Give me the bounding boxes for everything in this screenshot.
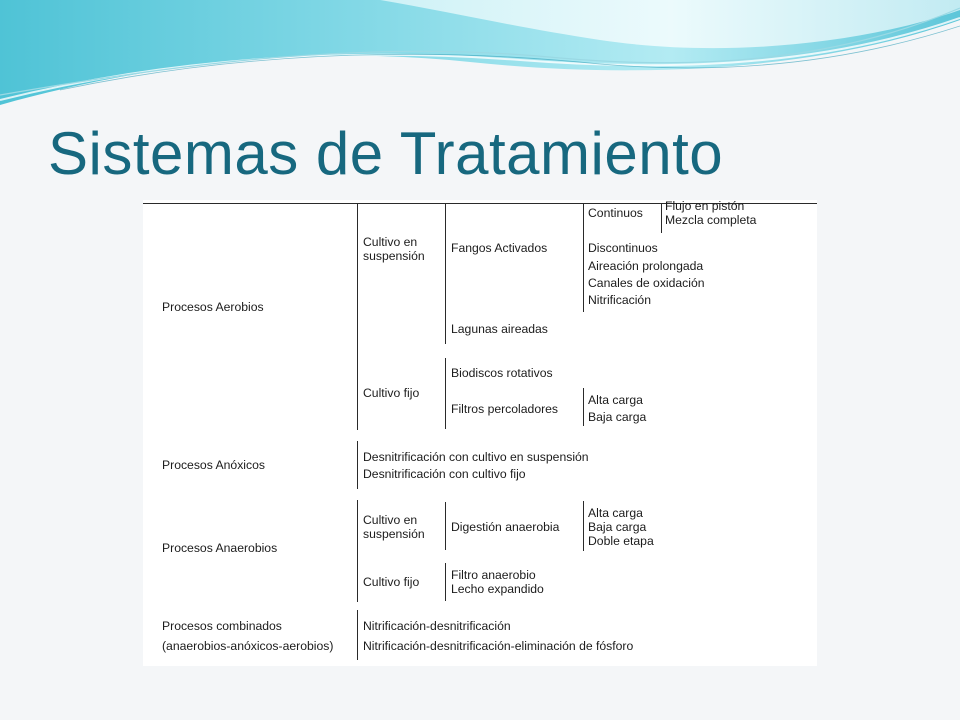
label-lagunas-aireadas: Lagunas aireadas [451,322,548,336]
item-lecho-expandido: Lecho expandido [451,582,544,596]
divider-anoxicos [357,441,358,489]
divider-aerobios [357,204,358,430]
header-wave-decoration [0,0,960,110]
slide-title: Sistemas de Tratamiento [48,120,724,187]
label-cultivo-suspension-anaerobio [363,513,425,541]
item-flujo-piston: Flujo en pistón [665,199,745,213]
label-digestion-anaerobia: Digestión anaerobia [451,520,560,534]
divider-combinados [357,610,358,660]
divider-fangos [583,204,584,312]
item-nitrificacion-desnitrificacion: Nitrificación-desnitrificación [363,619,511,633]
item-filtro-anaerobio: Filtro anaerobio [451,568,536,582]
cultivo-suspension-anaerobio-text: Cultivo en suspensión [363,513,425,541]
divider-digestion [583,501,584,551]
item-baja-carga-digestion: Baja carga [588,520,647,534]
label-combinados-sublabel: (anaerobios-anóxicos-aerobios) [162,639,334,653]
label-procesos-anaerobios: Procesos Anaerobios [162,541,278,555]
item-doble-etapa: Doble etapa [588,534,654,548]
divider-fijo-anaerobio [445,563,446,601]
cultivo-suspension-aerobio-text: Cultivo en suspensión [363,235,425,263]
divider-filtros [583,388,584,426]
treatment-classification-diagram [143,200,817,666]
label-biodiscos-rotativos: Biodiscos rotativos [451,366,553,380]
divider-anaerobios [357,500,358,602]
item-baja-carga-filtros: Baja carga [588,410,647,424]
item-discontinuos: Discontinuos [588,241,658,255]
label-continuos: Continuos [588,206,643,220]
divider-fijo-aerobio [445,358,446,429]
item-alta-carga-filtros: Alta carga [588,393,643,407]
label-cultivo-suspension-aerobio [363,235,425,263]
label-cultivo-fijo-aerobio: Cultivo fijo [363,386,420,400]
label-procesos-aerobios: Procesos Aerobios [162,300,264,314]
item-canales-oxidacion: Canales de oxidación [588,276,705,290]
item-desnitrificacion-fijo: Desnitrificación con cultivo fijo [363,467,526,481]
divider-suspension-aerobio [445,204,446,344]
label-fangos-activados: Fangos Activados [451,241,548,255]
label-cultivo-fijo-anaerobio: Cultivo fijo [363,575,420,589]
item-desnitrificacion-suspension: Desnitrificación con cultivo en suspensión [363,450,589,464]
label-procesos-combinados: Procesos combinados [162,619,282,633]
item-nitrificacion-desnitrificacion-fosforo: Nitrificación-desnitrificación-eliminación de fósforo [363,639,634,653]
item-mezcla-completa: Mezcla completa [665,213,757,227]
label-procesos-anoxicos: Procesos Anóxicos [162,458,265,472]
item-aireacion-prolongada: Aireación prolongada [588,259,704,273]
divider-suspension-anaerobio [445,502,446,550]
item-nitrificacion: Nitrificación [588,293,651,307]
label-filtros-percoladores: Filtros percoladores [451,402,559,416]
divider-continuos [661,204,662,233]
item-alta-carga-digestion: Alta carga [588,506,643,520]
